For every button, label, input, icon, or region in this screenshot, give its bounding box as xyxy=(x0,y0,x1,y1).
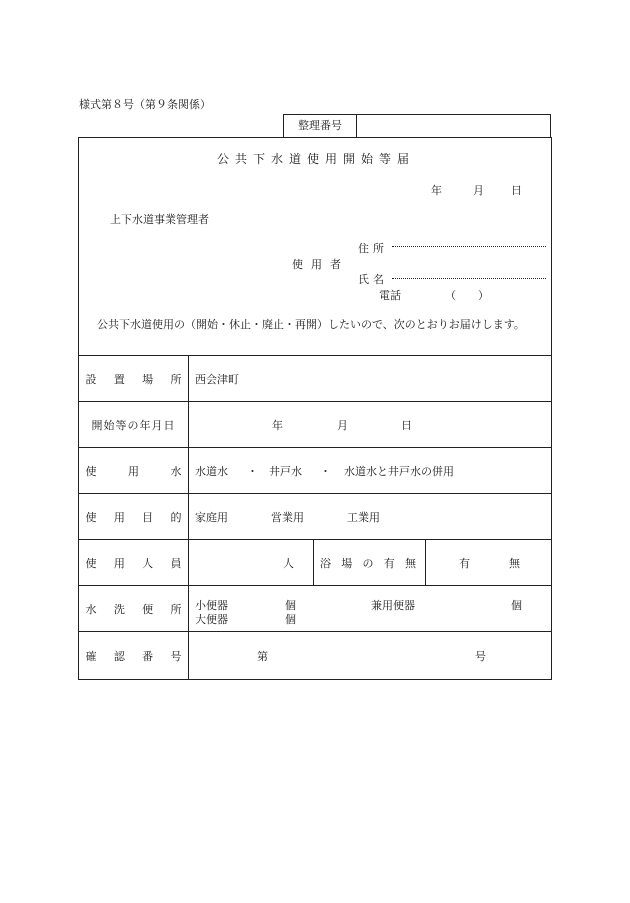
purpose-label-cell xyxy=(79,494,189,540)
people-row xyxy=(79,539,551,586)
people-label: 使 用 人 員 xyxy=(85,557,182,570)
start-date-row xyxy=(79,401,551,448)
confirm-prefix: 第 xyxy=(257,650,268,663)
address-label: 住所 xyxy=(358,242,388,255)
people-unit[interactable]: 人 xyxy=(283,557,294,570)
location-label-cell xyxy=(79,356,189,402)
form-title: 公共下水道使用開始等届 xyxy=(216,152,415,166)
stool-label: 大便器 xyxy=(195,613,228,626)
water-label: 使 用 水 xyxy=(85,465,182,478)
purpose-option-business[interactable]: 営業用 xyxy=(271,511,304,524)
date-month: 月 xyxy=(473,184,484,197)
location-label: 設 置 場 所 xyxy=(85,373,182,386)
location-value[interactable]: 西会津町 xyxy=(195,373,239,386)
date-year: 年 xyxy=(431,184,442,197)
toilets-label: 水 洗 便 所 xyxy=(85,603,182,616)
purpose-row xyxy=(79,493,551,540)
bath-label xyxy=(320,540,416,586)
start-year[interactable]: 年 xyxy=(272,419,283,432)
toilets-label-cell xyxy=(79,586,189,632)
start-date-label-cell xyxy=(79,402,189,448)
bath-divider xyxy=(425,540,426,586)
purpose-label: 使 用 目 的 xyxy=(85,511,182,524)
reference-number-label: 整理番号 xyxy=(284,115,357,137)
confirm-suffix: 号 xyxy=(475,650,486,663)
application-form xyxy=(78,137,552,680)
user-label: 使用者 xyxy=(292,258,349,271)
purpose-option-industrial[interactable]: 工業用 xyxy=(347,511,380,524)
statement-text: 公共下水道使用の（開始・休止・廃止・再開）したいので、次のとおりお届けします。 xyxy=(97,318,525,331)
phone-label: 電話 xyxy=(379,289,401,302)
urinal-unit[interactable]: 個 xyxy=(285,599,296,612)
water-option-tap[interactable]: 水道水 xyxy=(195,465,228,478)
name-field[interactable] xyxy=(392,278,546,279)
addressee: 上下水道事業管理者 xyxy=(110,213,209,226)
water-dot-2: ・ xyxy=(320,465,331,478)
water-row xyxy=(79,447,551,494)
confirm-label: 確 認 番 号 xyxy=(85,650,182,663)
reference-number-box xyxy=(283,114,551,138)
date-day: 日 xyxy=(511,184,522,197)
bath-yes[interactable]: 有 xyxy=(459,557,470,570)
start-date-label: 開始等の年月日 xyxy=(91,419,176,432)
bath-label-text: 浴 場 の 有 無 xyxy=(320,557,416,570)
urinal-label: 小便器 xyxy=(195,599,228,612)
bath-no[interactable]: 無 xyxy=(509,557,520,570)
address-field[interactable] xyxy=(392,246,546,247)
location-row xyxy=(79,355,551,402)
stool-unit[interactable]: 個 xyxy=(285,613,296,626)
form-number-label: 様式第８号（第９条関係） xyxy=(79,98,211,111)
start-day[interactable]: 日 xyxy=(401,419,412,432)
shared-unit[interactable]: 個 xyxy=(511,599,522,612)
phone-parens: （ ） xyxy=(445,289,489,302)
people-label-cell xyxy=(79,540,189,586)
water-label-cell xyxy=(79,448,189,494)
shared-label: 兼用便器 xyxy=(371,599,415,612)
purpose-option-home[interactable]: 家庭用 xyxy=(195,511,228,524)
reference-number-field[interactable] xyxy=(357,115,550,137)
water-option-well[interactable]: 井戸水 xyxy=(269,465,302,478)
confirm-row xyxy=(79,631,551,680)
toilets-row xyxy=(79,585,551,632)
water-dot-1: ・ xyxy=(247,465,258,478)
start-month[interactable]: 月 xyxy=(337,419,348,432)
people-divider xyxy=(313,540,314,586)
water-option-both[interactable]: 水道水と井戸水の併用 xyxy=(344,465,454,478)
name-label: 氏名 xyxy=(358,273,388,286)
confirm-label-cell xyxy=(79,632,189,680)
